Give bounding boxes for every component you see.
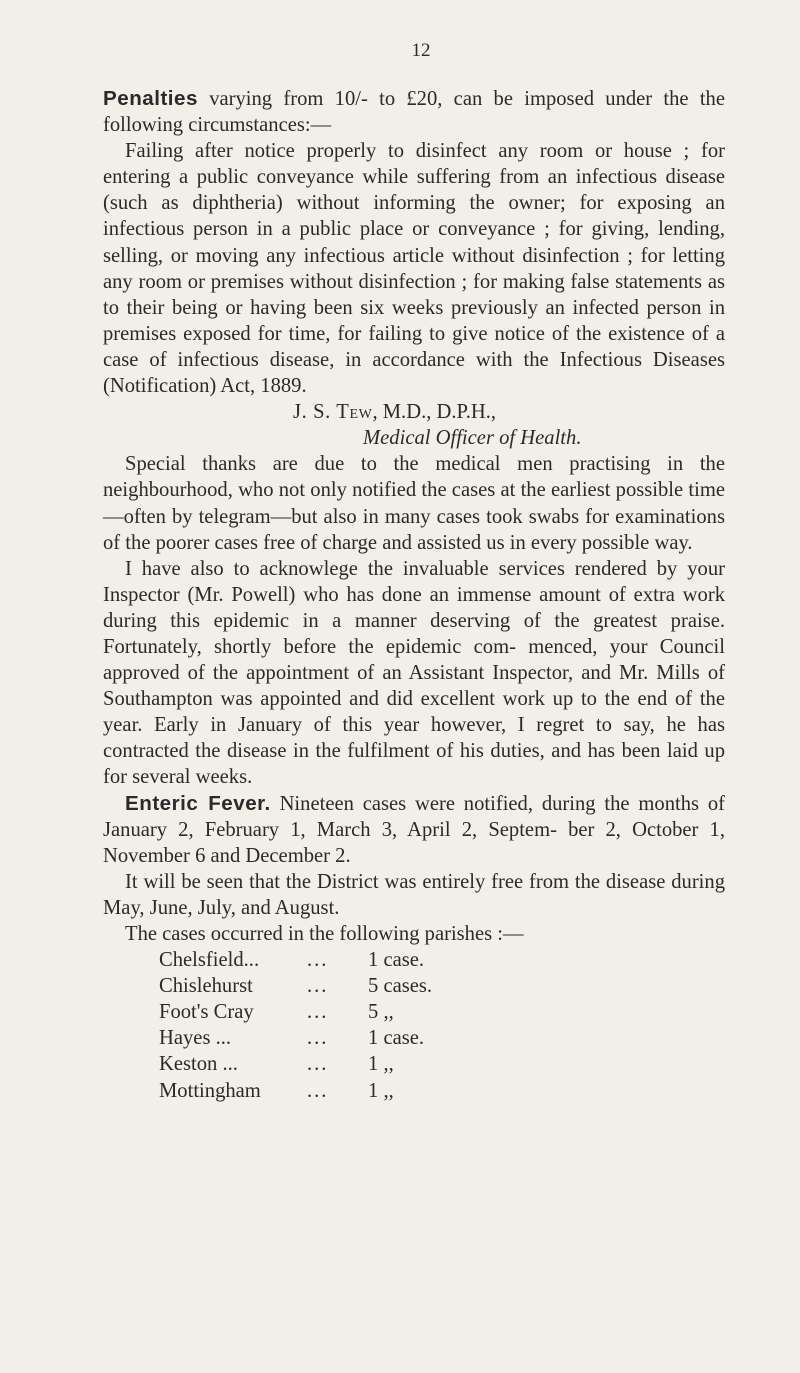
parish-leader: ... xyxy=(307,1079,329,1102)
parish-name: Keston ... xyxy=(159,1053,238,1076)
thanks-paragraph: Special thanks are due to the medical men practising in the neighbourhood, who not only notified the cases at the earliest possible time—often by telegram—but also in many cases took swabs for examinations of the poorer cases free of charge and assisted us in every possible way. xyxy=(103,453,725,554)
parish-leader: ... xyxy=(307,1053,329,1076)
parish-count: 5 ,, xyxy=(368,1001,394,1024)
parish-name: Mottingham xyxy=(159,1079,261,1102)
table-row xyxy=(159,1051,432,1077)
penalties-intro: varying from 10/- to £20, can be imposed under the the following circumstances:— xyxy=(103,88,725,137)
district-free-paragraph: It will be seen that the District was entirely free from the disease during May, June, July, and August. xyxy=(103,870,725,919)
parishes-intro: The cases occurred in the following parishes :— xyxy=(125,923,524,945)
penalties-paragraph xyxy=(103,86,725,138)
signature-title: Medical Officer of Health. xyxy=(363,427,582,450)
enteric-fever-heading: Enteric Fever. xyxy=(125,791,271,815)
parish-name: Chislehurst xyxy=(159,975,253,998)
circumstances-paragraph: Failing after notice properly to disinfect any room or house ; for entering a public conveyance while suffering from an infectious disease (such as diphtheria) without informing the owner; for exposing an infectious person in a public place or conveyance ; for giving, lending, selling, or moving any infectious article without disinfection ; for letting any room or premises without disinfection ; for making false statements as to their being or having been six weeks previously an infected person in premises exposed for time, for failing to give notice of the existence of a case of infectious disease, in accordance with the Infectious Diseases (Notification) Act, 1889. xyxy=(103,140,725,398)
table-row xyxy=(159,999,432,1025)
document-page xyxy=(103,40,725,1104)
enteric-fever-text: Nineteen cases were notified, during the months of January 2, February 1, March 3, April 2, Septem- ber 2, October 1, November 6 and December 2. xyxy=(103,792,725,867)
parish-count: 1 ,, xyxy=(368,1053,394,1076)
signature-initials: J. S. T xyxy=(293,401,350,424)
parish-leader: ... xyxy=(307,949,329,972)
parish-leader: ... xyxy=(307,1027,329,1050)
parish-leader: ... xyxy=(307,975,329,998)
table-row xyxy=(159,1078,432,1104)
table-row xyxy=(159,973,432,999)
parish-count: 1 case. xyxy=(368,949,425,972)
table-row xyxy=(159,1025,432,1051)
enteric-fever-paragraph xyxy=(103,791,725,869)
signature-surname: ew xyxy=(349,401,373,424)
page-number: 12 xyxy=(411,40,431,61)
parish-name: Foot's Cray xyxy=(159,1001,254,1024)
table-row xyxy=(159,947,432,973)
parish-leader: ... xyxy=(307,1001,329,1024)
parish-count: 1 case. xyxy=(368,1027,425,1050)
parish-count: 1 ,, xyxy=(368,1079,394,1102)
signature-name-line xyxy=(293,399,725,425)
inspector-paragraph: I have also to acknowlege the invaluable services rendered by your Inspector (Mr. Powell) who has done an immense amount of extra work during this epidemic in a manner deserving of the greatest praise. Fortunately, shortly before the epidemic com- menced, your Council approved of the appointment of an Assistant Inspector, and Mr. Mills of Southampton was appointed and did excellent work up to the end of the year. Early in January of this year however, I regret to say, he has contracted the disease in the fulfilment of his duties, and has been laid up for several weeks. xyxy=(103,557,725,789)
signature-degrees: , M.D., D.P.H., xyxy=(372,401,497,424)
penalties-heading: Penalties xyxy=(103,87,198,110)
parish-name: Chelsfield... xyxy=(159,949,260,972)
parish-count: 5 cases. xyxy=(368,975,433,998)
parish-name: Hayes ... xyxy=(159,1027,232,1050)
signature-block xyxy=(293,399,725,451)
parishes-table xyxy=(159,947,432,1104)
